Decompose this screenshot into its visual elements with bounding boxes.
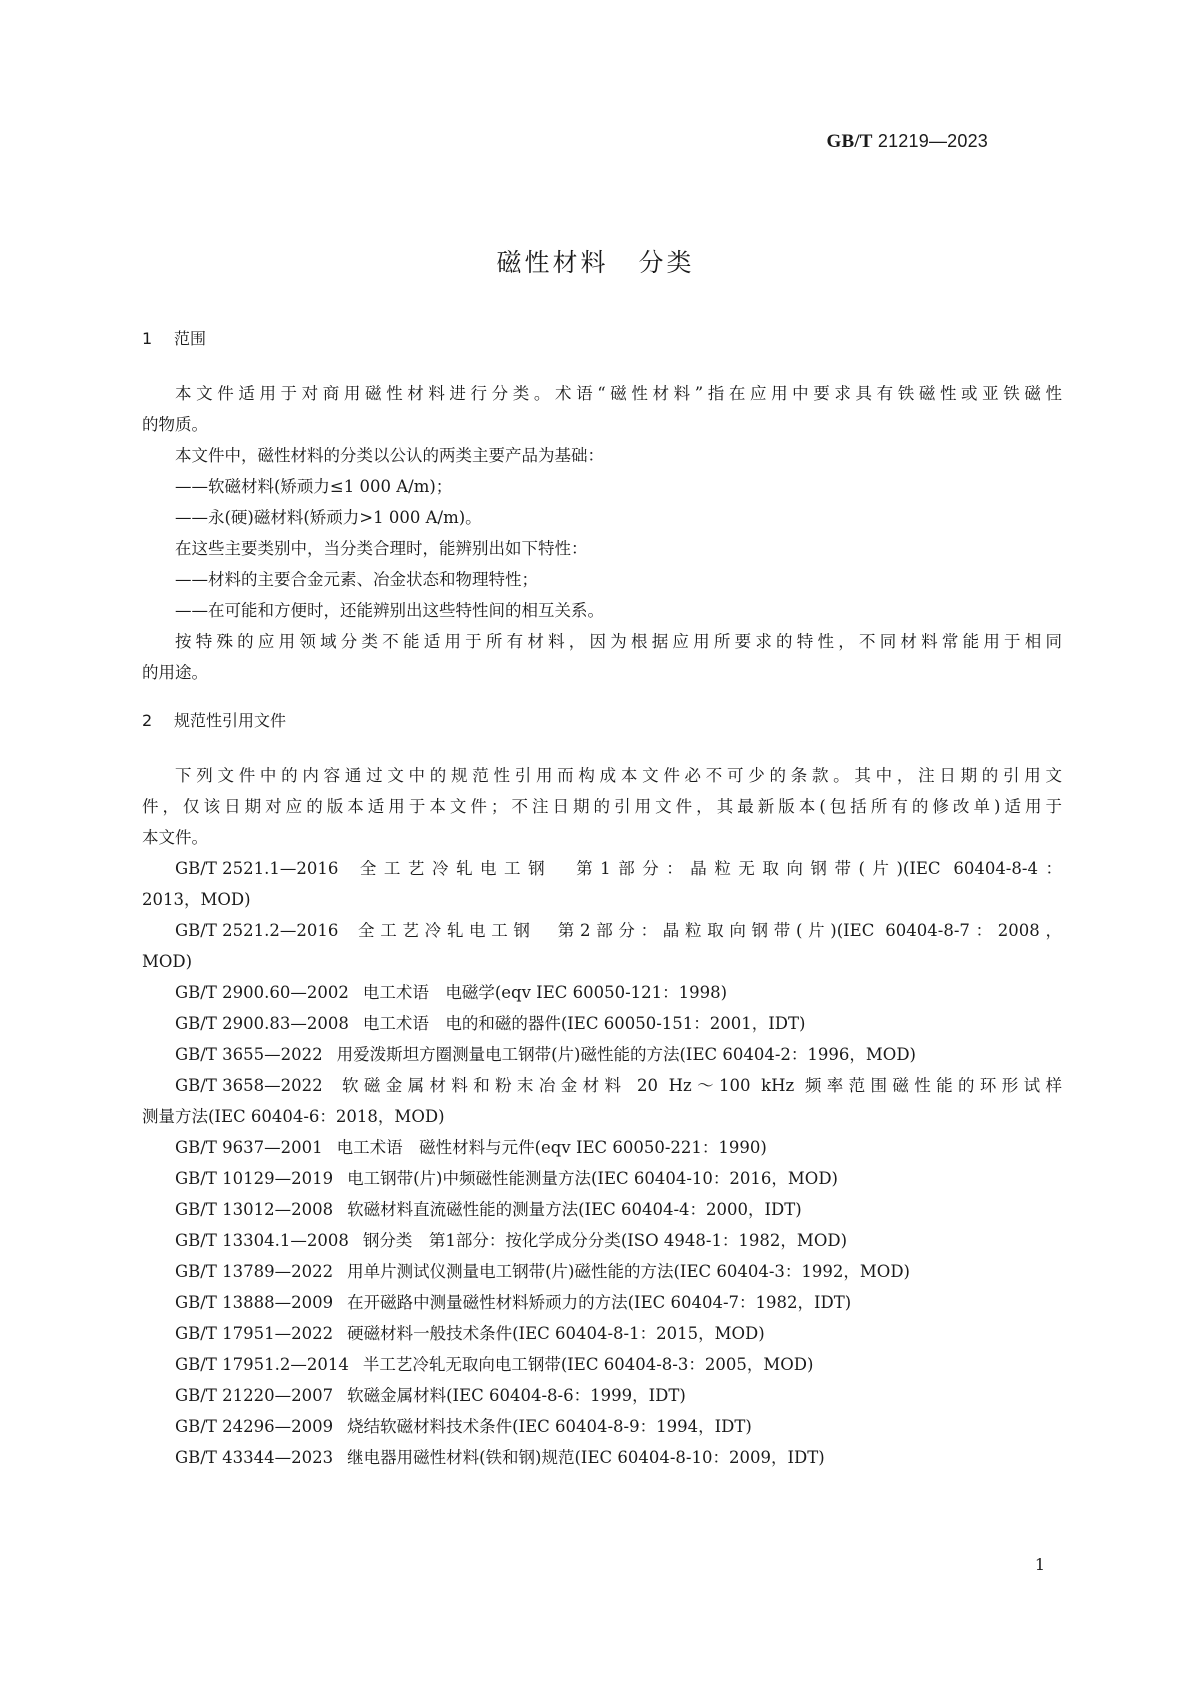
reference-title: 钢分类 第1部分：按化学成分分类(ISO 4948-1：1982，MOD) [362,1231,848,1250]
reference-item [142,1287,1062,1318]
reference-item [142,853,1062,915]
reference-item [142,1318,1062,1349]
reference-code: GB/T 2900.83—2008 [175,1014,349,1033]
reference-title: 继电器用磁性材料(铁和钢)规范(IEC 60404-8-10：2009，IDT) [347,1448,825,1467]
reference-continuation: 2013，MOD) [142,890,251,909]
reference-item [142,1132,1062,1163]
reference-title: 用单片测试仪测量电工钢带(片)磁性能的方法(IEC 60404-3：1992，MOD) [347,1262,910,1281]
text-line: 下列文件中的内容通过文中的规范性引用而构成本文件必不可少的条款。其中，注日期的引用文 [175,766,1062,785]
reference-code: GB/T 2521.1—2016 [175,859,339,878]
document-title [0,243,1191,279]
section-heading-scope [142,326,206,349]
reference-item [142,915,1062,977]
text-line: ——材料的主要合金元素、冶金状态和物理特性； [175,570,538,589]
title-part-2: 分类 [638,248,695,277]
reference-item [142,1008,1062,1039]
text-line: ——在可能和方便时，还能辨别出这些特性间的相互关系。 [175,601,604,620]
reference-title: 全工艺冷轧电工钢 第2部分：晶粒取向钢带(片)(IEC 60404-8-7：2008， [352,921,1062,940]
reference-code: GB/T 2900.60—2002 [175,983,349,1002]
reference-code: GB/T 13888—2009 [175,1293,334,1312]
reference-item [142,1411,1062,1442]
reference-code: GB/T 9637—2001 [175,1138,323,1157]
reference-item [142,1194,1062,1225]
section-number: 1 [142,329,153,348]
title-part-1: 磁性材料 [496,248,609,277]
reference-title: 半工艺冷轧无取向电工钢带(IEC 60404-8-3：2005，MOD) [362,1355,814,1374]
text-line: 本文件适用于对商用磁性材料进行分类。术语“磁性材料”指在应用中要求具有铁磁性或亚铁磁性 [175,384,1062,403]
reference-title: 电工术语 电磁学(eqv IEC 60050-121：1998) [362,983,728,1002]
reference-code: GB/T 2521.2—2016 [175,921,339,940]
reference-code: GB/T 3655—2022 [175,1045,323,1064]
reference-code: GB/T 17951.2—2014 [175,1355,349,1374]
reference-code: GB/T 17951—2022 [175,1324,334,1343]
reference-code: GB/T 10129—2019 [175,1169,334,1188]
reference-code: GB/T 13304.1—2008 [175,1231,349,1250]
reference-title: 全工艺冷轧电工钢 第1部分：晶粒无取向钢带(片)(IEC 60404-8-4： [352,859,1062,878]
text-line: ——软磁材料(矫顽力≤1 000 A/m)； [175,477,453,496]
reference-item [142,977,1062,1008]
text-line: 在这些主要类别中，当分类合理时，能辨别出如下特性： [175,539,588,558]
reference-title: 软磁金属材料(IEC 60404-8-6：1999，IDT) [347,1386,686,1405]
reference-continuation: MOD) [142,952,193,971]
normative-references-body [142,760,1062,1473]
reference-code: GB/T 13012—2008 [175,1200,334,1219]
scope-body [142,378,1062,688]
text-line: ——永(硬)磁材料(矫顽力>1 000 A/m)。 [175,508,482,527]
section-number: 2 [142,711,153,730]
text-line: 本文件。 [142,828,208,847]
reference-title: 电工术语 磁性材料与元件(eqv IEC 60050-221：1990) [336,1138,767,1157]
section-heading-normative-references [142,708,286,731]
reference-code: GB/T 21220—2007 [175,1386,334,1405]
reference-title: 软磁金属材料和粉末冶金材料 20 Hz～100 kHz 频率范围磁性能的环形试样 [336,1076,1062,1095]
text-line: 的物质。 [142,415,208,434]
standard-number: 21219—2023 [877,131,988,151]
reference-item [142,1256,1062,1287]
reference-item [142,1349,1062,1380]
reference-title: 用爱泼斯坦方圈测量电工钢带(片)磁性能的方法(IEC 60404-2：1996，MOD) [336,1045,916,1064]
reference-title: 软磁材料直流磁性能的测量方法(IEC 60404-4：2000，IDT) [347,1200,802,1219]
reference-item [142,1070,1062,1132]
reference-code: GB/T 24296—2009 [175,1417,334,1436]
text-line: 件，仅该日期对应的版本适用于本文件；不注日期的引用文件，其最新版本(包括所有的修改单)适用于 [142,797,1062,816]
reference-code: GB/T 13789—2022 [175,1262,334,1281]
reference-item [142,1442,1062,1473]
reference-item [142,1039,1062,1070]
standard-prefix: GB/T [826,131,873,152]
reference-title: 烧结软磁材料技术条件(IEC 60404-8-9：1994，IDT) [347,1417,752,1436]
section-title: 规范性引用文件 [174,711,287,730]
text-line: 的用途。 [142,663,208,682]
standard-code [826,131,988,153]
reference-title: 电工术语 电的和磁的器件(IEC 60050-151：2001，IDT) [362,1014,806,1033]
reference-code: GB/T 3658—2022 [175,1076,323,1095]
text-line: 本文件中，磁性材料的分类以公认的两类主要产品为基础： [175,446,604,465]
reference-item [142,1380,1062,1411]
reference-code: GB/T 43344—2023 [175,1448,334,1467]
page-number: 1 [1034,1555,1045,1574]
reference-item [142,1225,1062,1256]
reference-continuation: 测量方法(IEC 60404-6：2018，MOD) [142,1107,445,1126]
text-line: 按特殊的应用领域分类不能适用于所有材料，因为根据应用所要求的特性，不同材料常能用于相同 [175,632,1062,651]
reference-title: 硬磁材料一般技术条件(IEC 60404-8-1：2015，MOD) [347,1324,765,1343]
reference-item [142,1163,1062,1194]
section-title: 范围 [174,329,207,348]
reference-title: 在开磁路中测量磁性材料矫顽力的方法(IEC 60404-7：1982，IDT) [347,1293,852,1312]
reference-title: 电工钢带(片)中频磁性能测量方法(IEC 60404-10：2016，MOD) [347,1169,838,1188]
